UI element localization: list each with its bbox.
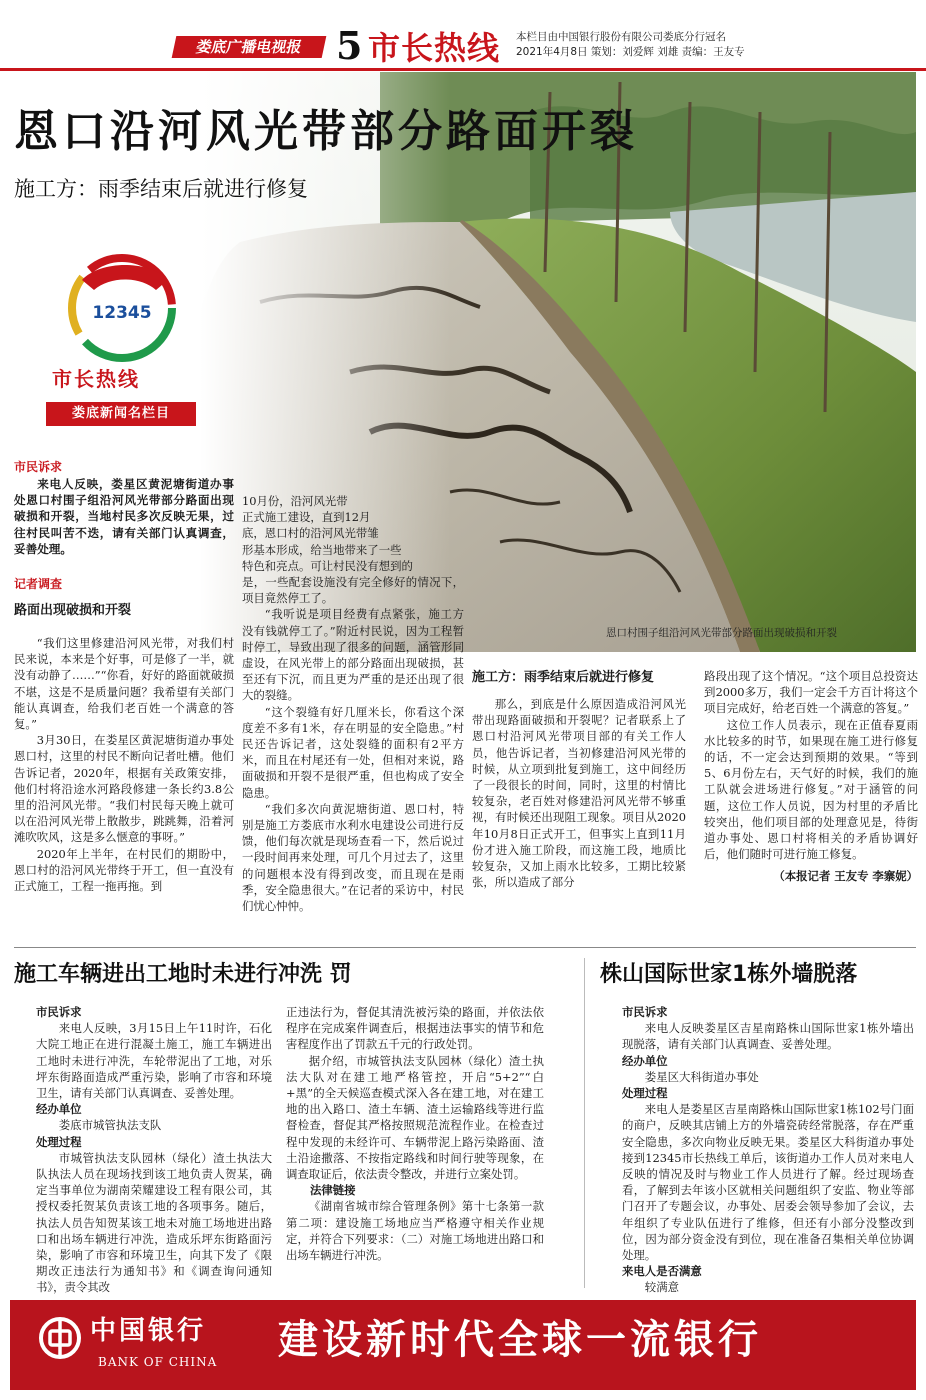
photo-caption: 恩口村围子组沿河风光带部分路面出现破损和开裂 [606,627,837,639]
story3-headline: 株山国际世家1栋外墙脱落 [600,962,858,987]
section-divider [14,947,916,948]
byline: （本报记者 王友专 李寨妮） [773,869,918,884]
story3-satisfaction-text: 较满意 [644,1280,679,1295]
logo-number: 12345 [92,303,152,323]
body-paragraph: 正违法行为，督促其清洗被污染的路面，并依法依程序在完成案件调查后，根据违法事实的情节和危害程度作出了罚款五千元的行政处罚。 [286,1005,544,1052]
sponsor-line: 本栏目由中国银行股份有限公司娄底分行冠名 [516,31,726,43]
bank-name-en: BANK OF CHINA [98,1355,218,1369]
hotline-phone-icon [60,250,190,370]
body-paragraph: 路段出现了这个情况。“这个项目总投资达到2000多万，我们一定会千方百计将这个项目完成好，给老百姓一个满意的答复。” [704,669,918,716]
col2-lead-line: 形基本形成，给当地带来了一些 [242,542,402,557]
masthead-rule [0,68,926,71]
section1-head: 路面出现破损和开裂 [14,603,132,619]
section-name: 市长热线 [368,29,501,67]
lead-column-4 [704,668,918,885]
story2-unit-text: 娄底市城管执法支队 [58,1118,162,1133]
col2-lead-line: 特色和亮点。可让村民没有想到的 [242,558,413,573]
body-paragraph: “我们这里修建沿河风光带，对我们村民来说，本来是个好事，可是修了一半，就没有动静了……”“你看，好好的路面就破损不堪，这是不是质量问题？我希望有关部门能认真调查，给我们老百姓一个满意的答复。” [14,636,234,732]
story3-unit-head: 经办单位 [622,1053,668,1068]
story3-unit-text: 娄星区大科街道办事处 [644,1069,759,1084]
body-paragraph: “这个裂缝有好几厘米长，你看这个深度差不多有1米，存在明显的安全隐患。”村民还告诉记者，这处裂缝的面积有2平方米，而且在村尾还有一处，但相对来说，路面破损和开裂不是很严重，但也构成了安全隐患。 [242,704,464,800]
story2-law-text: 《湖南省城市综合管理条例》第十七条第一款第二项：建设施工场地应当严格遵守相关作业规定，并符合下列要求：（二）对施工场地进出路口和出场车辆进行冲洗。 [286,1199,544,1263]
body-paragraph: 2020年上半年，在村民们的期盼中，恩口村的沿河风光带终于开工，但一直没有正式施工，工程一拖再拖。到 [14,846,234,894]
main-subheadline: 施工方：雨季结束后就进行修复 [14,177,308,201]
story2-citizen-head: 市民诉求 [36,1005,82,1019]
citizen-request-text: 来电人反映，娄星区黄泥塘街道办事处恩口村围子组沿河风光带部分路面出现破损和开裂，当地村民多次反映无果，过往村民叫苦不迭，请有关部门认真调查，妥善处理。 [14,477,234,556]
body-paragraph: 这位工作人员表示，现在正值春夏雨水比较多的时节，如果现在施工进行修复的话，不一定会达到预期的效果。“等到5、6月份左右，天气好的时候，我们的施工队就会进场进行修复。”对于涵管的问题，这位工作人员说，因为村里的矛盾比较突出，他们项目部的处理意见是，待街道办事处、恩口村将相关的矛盾协调好后，他们随时可进行施工修复。 [704,717,918,862]
body-paragraph: 3月30日，在娄星区黄泥塘街道办事处恩口村，这里的村民不断向记者吐槽。他们告诉记者，2020年，根据有关政策安排，他们村将沿途水河路段修建一条长约3.8公里的沿河风光带。“我们村民每天晚上就可以在沿河风光带上散散步，跳跳舞，沿着河滩吹吹风，这是多么惬意的事呀。” [14,733,234,845]
body-paragraph: 那么，到底是什么原因造成沿河风光带出现路面破损和开裂呢？记者联系上了恩口村沿河风光带项目部的有关工作人员，他告诉记者，当初修建沿河风光带的时候，从立项到批复到施工，这中间经历了一段很长的时间，同时，这里的村情比较复杂，老百姓对修建沿河风光带不够重视，有时候还出现阻工现象。项目从2020年10月8日正式开工，但事实上直到11月份才进入施工阶段，而这施工段，地质比较复杂，又加上雨水比较多，工期比较紧张，所以造成了部分 [472,697,686,890]
story3-satisfaction-head: 来电人是否满意 [622,1264,702,1279]
story2-unit-head: 经办单位 [36,1102,82,1117]
column-divider [584,958,585,1288]
page-number: 5 [336,23,363,68]
bank-of-china-logo-icon [38,1316,82,1360]
ad-slogan: 建设新时代全球一流银行 [278,1317,762,1363]
newspaper-brand: 娄底广播电视报 [172,36,327,58]
story3-process-text: 来电人是娄星区吉星南路株山国际世家1栋102号门面的商户，反映其店铺上方的外墙瓷砖经常脱落，存在严重安全隐患，多次向物业反映无果。娄星区大科街道办事处接到12345市长热线工单后，该街道办工作人员对来电人反映的情况及时与物业工作人员进行了解。经过现场查看，了解到去年该小区就相关问题组织了安监、物业等部门召开了专题会议，办事处、居委会领导参加了会议，去年组织了专业队伍进行了维修，但还有小部分没整改到位，因为部分资金没有到位，现在准备召集相关单位协调处理。 [622,1102,914,1263]
story2-process-head: 处理过程 [36,1134,82,1149]
story2-law-head: 法律链接 [310,1183,356,1198]
story3-column [622,1004,914,1296]
story2-process-text: 市城管执法支队园林（绿化）渣土执法大队执法人员在现场找到该工地负责人贺某，确定当事单位为湖南荣耀建设工程有限公司，其授权委托贺某负责该工地的各项事务。随后，执法人员告知贺某该工地未对施工场地进出路口和出场车辆进行冲洗，造成乐坪东街路面污染，影响了市容和环境卫生，向其下发了《限期改正违法行为通知书》和《调查询问通知书》，责令其改 [36,1150,272,1295]
section2-head: 施工方：雨季结束后就进行修复 [472,670,655,685]
lead-column-1 [14,458,234,894]
story3-citizen-text: 来电人反映娄星区吉星南路株山国际世家1栋外墙出现脱落，请有关部门认真调查、妥善处理。 [622,1021,914,1052]
story2-headline: 施工车辆进出工地时未进行冲洗 罚 [14,962,352,987]
col2-lead-line: 10月份，沿河风光带 [242,494,348,508]
reporter-investigation-head: 记者调查 [14,577,63,592]
body-paragraph: “我听说是项目经费有点紧张，施工方没有钱就停工了。”附近村民说，因为工程暂时停工，导致出现了很多的问题，涵管形同虚设，在风光带上的部分路面出现破损，甚至还有下沉，而且更为严重的是还出现了很大的裂缝。 [242,607,464,703]
story2-citizen-text: 来电人反映，3月15日上午11时许，石化大院工地正在进行混凝土施工，施工车辆进出工地时未进行冲洗，车轮带泥出了工地，对乐坪东街路面造成严重污染，影响了市容和环境卫生，请有关部门认真调查、妥善处理。 [36,1021,272,1101]
story3-process-head: 处理过程 [622,1086,668,1101]
lead-column-3 [472,668,686,890]
story3-citizen-head: 市民诉求 [622,1005,668,1019]
story2-column-2 [286,1004,544,1263]
story2-column-1 [36,1004,272,1296]
col2-lead-line: 底，恩口村的沿河风光带雏 [242,526,379,541]
col2-lead-line: 正式施工建设，直到12月 [242,510,371,525]
logo-tag: 娄底新闻名栏目 [46,402,196,426]
main-headline: 恩口沿河风光带部分路面开裂 [14,106,638,157]
body-paragraph: 是，一些配套设施没有完全修好的情况下，项目竟然停工了。 [242,575,464,606]
bank-name-cn: 中国银行 [90,1316,207,1346]
citizen-request-head: 市民诉求 [14,460,63,474]
date-line: 2021年4月8日 策划：刘爱辉 刘雄 责编：王友专 [516,46,745,58]
body-paragraph: 据介绍，市城管执法支队园林（绿化）渣土执法大队对在建工地严格管控，开启“5+2”“白+黑”的全天候巡查模式深入各在建工地，对在建工地的出入路口、渣土车辆、渣土运输路线等进行监督检查，督促其严格按照规范流程作业。在检查过程中发现的未经许可、车辆带泥上路污染路面、渣土沿途撒落、不按指定路线和时间行驶等现象，在调查取证后，依法责令整改，并进行立案处罚。 [286,1053,544,1182]
lead-column-2 [242,493,464,914]
logo-label: 市长热线 [52,367,140,391]
body-paragraph: “我们多次向黄泥塘街道、恩口村，特别是施工方娄底市水利水电建设公司进行反馈，他们每次就是现场查看一下，然后说过一段时间再来处理，可几个月过去了，这里的问题根本没有得到改变，而且现在是雨季，安全隐患很大。”在记者的采访中，村民们忧心忡忡。 [242,801,464,914]
